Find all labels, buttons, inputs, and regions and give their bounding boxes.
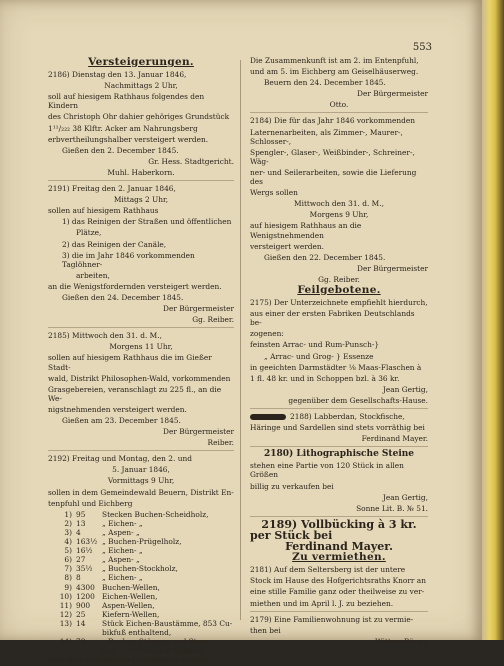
item-number: 7)	[64, 564, 72, 574]
page-edge	[482, 0, 504, 640]
item-description: bikfuß enthaltend,	[102, 627, 172, 637]
list-item	[48, 610, 234, 619]
section-heading-for-sale: Feilgebotene.	[297, 283, 381, 296]
list-item	[48, 519, 234, 528]
separator	[250, 446, 428, 447]
notice-line: feinsten Arrac- und Rum-Punsch-}	[250, 340, 380, 350]
item-description: „ Eichen- „	[102, 546, 143, 556]
notice-signature: Ferdinand Mayer.	[361, 434, 428, 444]
item-number: 6)	[64, 555, 72, 565]
notice-line: aus einer der ersten Fabriken Deutschlands be-	[250, 309, 415, 328]
notice-line: 3) die im Jahr 1846 vorkommenden Taglöhner-	[62, 250, 195, 269]
item-number: 1)	[64, 509, 72, 519]
item-description: „ Eichen- „	[102, 573, 143, 583]
item-quantity	[76, 628, 102, 637]
item-description: Eichen-Wellen,	[102, 591, 158, 601]
list-item	[48, 583, 234, 592]
notice-title: 2180) Lithographische Steine	[263, 449, 415, 460]
notice-signature: Jean Gertig,	[382, 492, 428, 502]
item-number	[48, 628, 76, 637]
list-item	[48, 510, 234, 519]
item-quantity: 16½	[76, 546, 93, 556]
list-item	[48, 537, 234, 546]
notice-line: 2181) Auf dem Seltersberg ist der untere	[250, 565, 406, 575]
item-quantity: 4	[76, 527, 81, 537]
notice-signature: Ferdinand Mayer.	[285, 540, 393, 554]
notice-line: erbvertheilungshalber versteigert werden.	[48, 134, 209, 144]
item-quantity: 13	[76, 518, 86, 528]
separator	[250, 611, 428, 612]
list-item	[48, 546, 234, 555]
section-heading-for-rent: Zu vermiethen.	[292, 551, 386, 564]
separator	[250, 112, 428, 113]
item-quantity: 27	[76, 555, 86, 565]
notice-line: 2192) Freitag und Montag, den 2. und	[48, 454, 192, 464]
notice-2189	[250, 517, 428, 554]
notice-line: des Christoph Ohr dahier gehöriges Grundstück	[48, 112, 230, 122]
notice-line: Nachmittags 2 Uhr,	[104, 81, 178, 91]
notice-line: 2179) Eine Familienwohnung ist zu vermie-	[250, 614, 414, 624]
notice-2185	[48, 331, 234, 447]
notice-line: 2) das Reinigen der Canäle,	[62, 239, 167, 249]
notice-line: Morgens 11 Uhr,	[109, 342, 173, 352]
notice-line: an die Wenigstfordernden versteigert werden.	[48, 281, 222, 291]
notice-line: 1) das Reinigen der Straßen und öffentlichen	[62, 217, 232, 227]
notice-date: Gießen am 23. December 1845.	[62, 416, 181, 425]
notice-date: Gießen den 24. December 1845.	[62, 292, 184, 302]
notice-line: Vormittags 9 Uhr,	[107, 476, 175, 486]
notice-signature: Wittwe Bürgy.	[375, 636, 428, 646]
notice-signature: gegenüber dem Gesellschafts-Hause.	[288, 395, 428, 405]
list-item	[48, 628, 234, 637]
notice-signature: Der Bürgermeister	[357, 89, 428, 99]
notice-line: nigstnehmenden versteigert werden.	[48, 404, 187, 414]
section-heading-auctions: Versteigerungen.	[88, 56, 194, 68]
notice-title: 2189) Vollbücking à 3 kr.	[261, 517, 417, 531]
notice-2192	[48, 454, 234, 664]
notice-line: ner- und Seilerarbeiten, sowie die Lieferung des	[250, 167, 417, 187]
notice-line: per Stück bei	[250, 528, 333, 542]
item-quantity: 35½	[76, 564, 93, 574]
notice-line: eine stille Familie ganz oder theilweise zu ver-	[250, 587, 425, 597]
list-item	[48, 619, 234, 628]
item-number: 4)	[64, 537, 72, 547]
notice-2184	[250, 116, 428, 284]
list-item	[48, 573, 234, 582]
notice-2188	[250, 412, 428, 443]
notice-signature: Reiber.	[207, 438, 234, 448]
notice-signature: Otto.	[329, 100, 349, 110]
notice-line: wald, Distrikt Philosophen-Wald, vorkommenden	[48, 373, 231, 383]
notice-signature: Der Bürgermeister	[357, 263, 428, 273]
separator	[250, 408, 428, 409]
separator	[250, 516, 428, 517]
column-divider	[240, 60, 241, 620]
item-quantity: 163½	[76, 537, 98, 547]
item-description: „ Aspen- „	[102, 555, 140, 565]
item-quantity: 78	[76, 637, 86, 647]
list-item	[48, 528, 234, 537]
notice-line: 5. Januar 1846,	[112, 465, 170, 475]
notice-date: Gießen den 22. December 1845.	[264, 252, 386, 262]
notice-signature: Sonne Lit. B. № 51.	[356, 503, 428, 513]
notice-signature: Gg. Reiber.	[192, 315, 234, 325]
item-description: „ Buchen-Stämme und Stan-	[102, 637, 209, 647]
notice-line: miethen und im April l. J. zu beziehen.	[250, 598, 394, 608]
notice-date: Gießen den 2. December 1845.	[62, 145, 179, 155]
list-item	[48, 592, 234, 601]
notice-line: „ Arrac- und Grog- } Essenze	[264, 351, 374, 361]
item-description: gen, 270 Cubikfuß haltend,	[102, 646, 205, 656]
notice-signature: Muhl. Haberkorn.	[107, 167, 175, 177]
pointing-hand-icon	[250, 414, 286, 420]
item-description: „ Aspen- „	[102, 527, 140, 537]
notice-line: 1¹¹/₂₂₂ 38 Klftr. Acker am Nahrungsberg	[48, 123, 198, 133]
notice-line: Die Zusammenkunft ist am 2. im Entenpfuhl,	[250, 56, 419, 65]
list-item	[48, 601, 234, 610]
notice-line: Wergs sollen	[250, 188, 298, 198]
notice-line: Plätze,	[76, 228, 102, 238]
notice-line: Mittwoch den 31. d. M.,	[294, 199, 384, 209]
list-item	[48, 555, 234, 564]
item-number: 9)	[64, 582, 72, 592]
notice-line: Morgens 9 Uhr,	[309, 210, 369, 220]
notice-line: in geeichten Darmstädter ⅛ Maas-Flaschen à	[250, 362, 422, 372]
notice-line: 2175) Der Unterzeichnete empfiehlt hierdurch,	[250, 298, 428, 308]
notice-line: 2185) Mittwoch den 31. d. M.,	[48, 331, 162, 341]
item-description: Stück Eichen-Baustämme, 853 Cu-	[102, 618, 233, 628]
notice-line: Mittags 2 Uhr,	[113, 195, 169, 205]
item-number: 13)	[59, 618, 72, 628]
item-description: Stecken Buchen-Scheidholz,	[102, 509, 209, 519]
item-description: „ Buchen-Stockholz,	[102, 564, 178, 574]
notice-line: 1 fl. 48 kr. und in Schoppen bzl. à 36 kr.	[250, 373, 400, 383]
item-quantity	[76, 646, 102, 655]
notice-line: arbeiten,	[76, 270, 110, 280]
notice-signature: Gg. Reiber.	[318, 274, 360, 284]
notice-line: 2191) Freitag den 2. Januar 1846,	[48, 184, 176, 194]
notice-signature: Jean Gertig,	[382, 384, 428, 394]
right-column	[250, 56, 428, 648]
list-item	[48, 637, 234, 646]
item-number: 14)	[59, 637, 72, 647]
item-quantity: 25	[76, 609, 86, 619]
list-item	[48, 564, 234, 573]
notice-date: Beuern den 24. December 1845.	[264, 78, 386, 88]
separator	[48, 327, 234, 328]
notice-line: stehen eine Partie von 120 Stück in allen Größen	[250, 461, 404, 480]
item-quantity: 14	[76, 618, 86, 628]
notice-signature: Der Bürgermeister	[163, 427, 234, 437]
notice-line: Laternenarbeiten, als Zimmer-, Maurer-, Schlosser-,	[250, 127, 403, 146]
notice-line: Grasgebereien, veranschlagt zu 225 fl., an die We-	[48, 384, 222, 403]
item-quantity: 900	[76, 600, 91, 610]
separator	[48, 450, 234, 451]
notice-line: zogenen:	[250, 329, 284, 339]
notice-line: sollen auf hiesigem Rathhaus	[48, 206, 159, 216]
notice-2180	[250, 450, 428, 513]
notice-line: 2188) Labberdan, Stockfische,	[290, 412, 405, 421]
left-column	[48, 56, 234, 666]
item-description: „ Eichen- „	[102, 518, 143, 528]
wood-lot-list	[48, 510, 234, 656]
notice-line: then bei	[250, 625, 281, 635]
notice-line: billig zu verkaufen bei	[250, 481, 334, 491]
item-description: Buchen-Wellen,	[102, 582, 160, 592]
notice-line: 2184) Die für das Jahr 1846 vorkommenden	[250, 116, 415, 126]
page-number: 553	[412, 42, 432, 53]
item-number: 5)	[64, 546, 72, 556]
notice-signature: Der Bürgermeister	[163, 304, 234, 314]
notice-2192-continued	[250, 56, 428, 109]
item-quantity: 95	[76, 509, 86, 519]
notice-line: Häringe und Sardellen sind stets vorräthig bei	[250, 423, 425, 433]
item-description: „ Buchen-Prügelholz,	[102, 537, 182, 547]
item-number: 12)	[59, 609, 72, 619]
item-number: 2)	[64, 518, 72, 528]
list-item	[48, 646, 234, 655]
item-number: 11)	[59, 600, 72, 610]
notice-2181	[250, 565, 428, 607]
notice-line: sollen in dem Gemeindewald Beuern, Distrikt En-	[48, 487, 234, 497]
item-quantity: 1200	[76, 591, 95, 601]
notice-line: tenpfuhl und Eichberg	[48, 498, 133, 508]
notice-2191	[48, 184, 234, 324]
notice-line: auf hiesigem Rathhaus an die Wenigstnehmenden	[250, 221, 362, 240]
notice-line: soll auf hiesigem Rathhaus folgendes den Kindern	[48, 92, 205, 111]
item-number: 10)	[59, 591, 72, 601]
item-number	[48, 646, 76, 655]
notice-line: Stock im Hause des Hofgerichtsraths Knorr an	[250, 576, 426, 586]
item-quantity: 8	[76, 573, 81, 583]
item-description: Kiefern-Wellen,	[102, 609, 160, 619]
notice-2179	[250, 615, 428, 646]
separator	[48, 180, 234, 181]
item-number: 3)	[64, 527, 72, 537]
notice-line: Spengler-, Glaser-, Weißbinder-, Schreiner-, Wäg-	[250, 147, 415, 166]
notice-line: und am 5. im Eichberg am Geiselhäuserweg.	[250, 67, 419, 77]
notice-line: versteigert werden.	[250, 241, 324, 251]
notice-signature: Gr. Hess. Stadtgericht.	[148, 156, 234, 166]
item-number: 8)	[64, 573, 72, 583]
notice-line: öffentlich meistbietend versteigert werden.	[48, 655, 211, 665]
notice-2186	[48, 70, 234, 177]
notice-line: sollen auf hiesigem Rathhaus die im Gießer Stadt-	[48, 353, 212, 372]
item-description: Aspen-Wellen,	[102, 600, 155, 610]
notice-2175	[250, 298, 428, 405]
item-quantity: 4300	[76, 582, 95, 592]
notice-line: 2186) Dienstag den 13. Januar 1846,	[48, 70, 187, 80]
